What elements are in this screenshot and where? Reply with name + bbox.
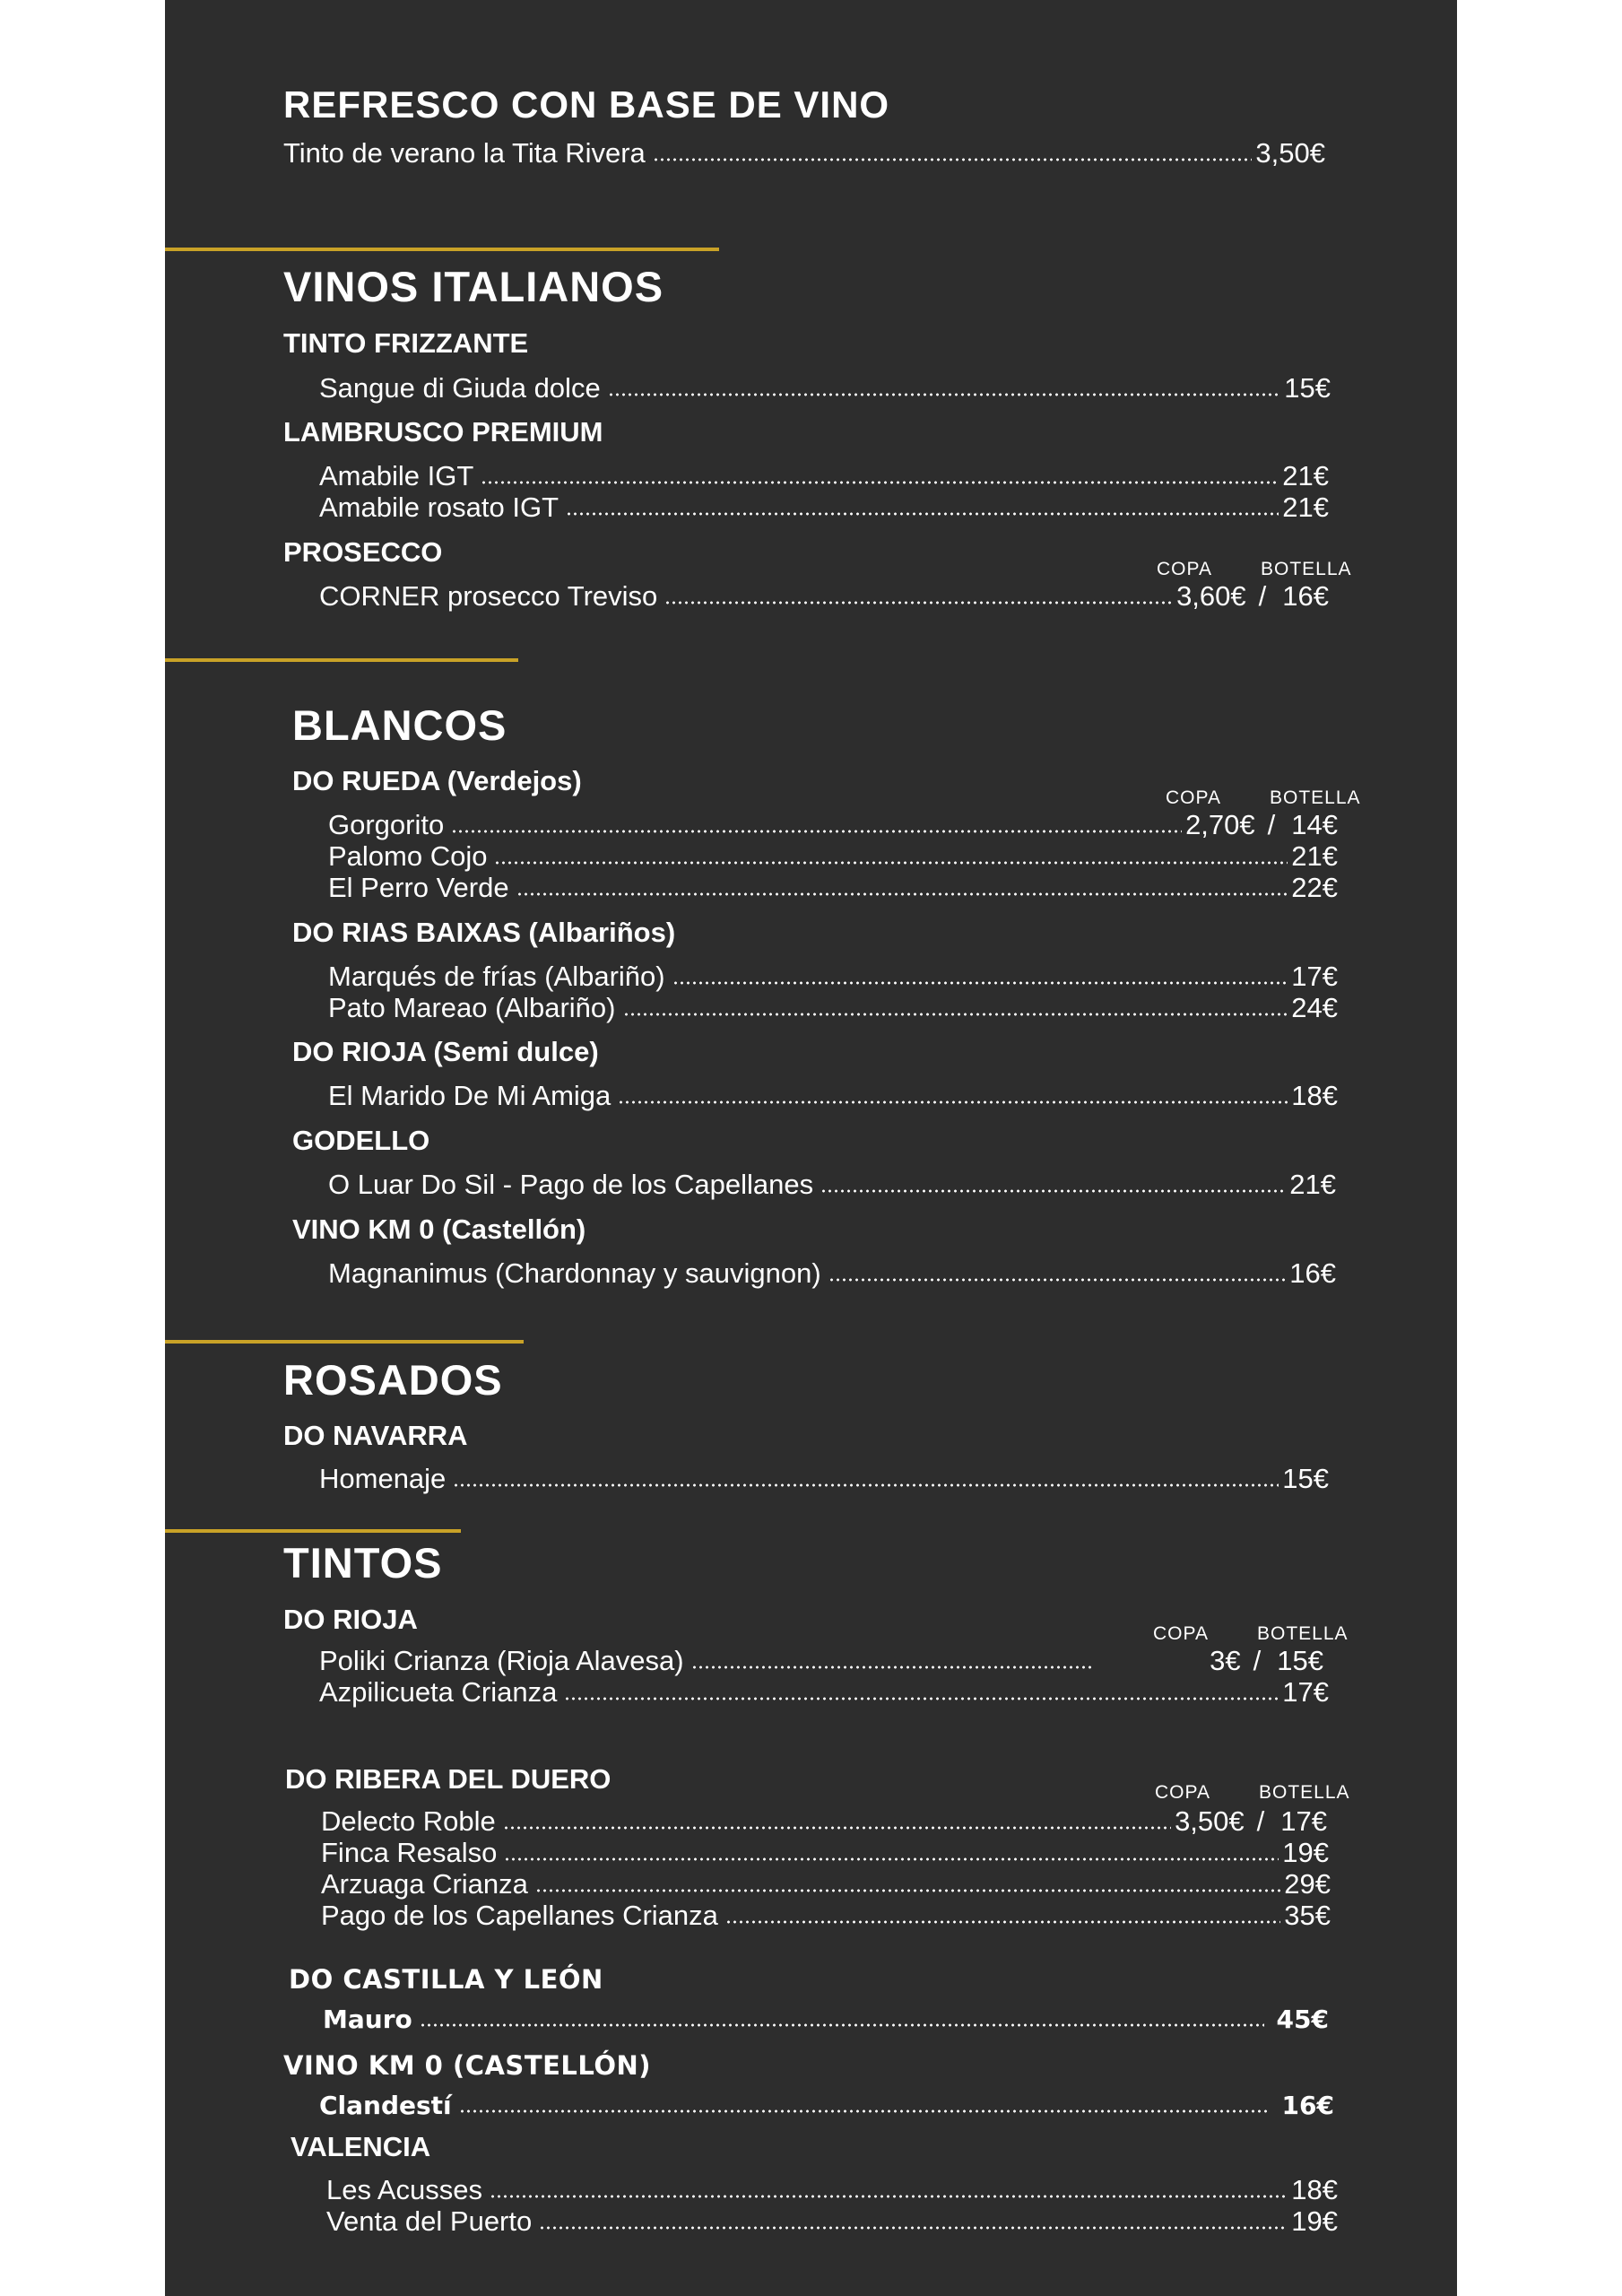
item-name: O Luar Do Sil - Pago de los Capellanes xyxy=(328,1169,814,1200)
group-title: DO NAVARRA xyxy=(283,1420,468,1451)
menu-item xyxy=(319,370,1331,402)
dot-leader xyxy=(566,512,1279,516)
menu-item xyxy=(326,2203,1338,2235)
dot-leader xyxy=(504,1857,1279,1861)
item-name: Palomo Cojo xyxy=(328,840,488,872)
section-title-tintos: TINTOS xyxy=(283,1539,443,1587)
menu-item xyxy=(321,1897,1331,1929)
botella-price: 15€ xyxy=(1277,1645,1323,1676)
group-title: DO RIOJA xyxy=(283,1604,418,1635)
dot-leader xyxy=(608,393,1281,396)
copa-price: 3,50€ xyxy=(1175,1805,1245,1837)
copa-price: 2,70€ xyxy=(1185,809,1255,840)
dot-leader xyxy=(503,1826,1171,1830)
item-price: 3,50€ xyxy=(1255,137,1325,169)
item-price: 21€ xyxy=(1289,1169,1336,1200)
item-price: 24€ xyxy=(1291,992,1338,1023)
dot-leader xyxy=(490,2195,1288,2198)
item-price: 15€ xyxy=(1284,372,1331,404)
menu-item xyxy=(319,489,1329,521)
menu-item xyxy=(319,457,1329,490)
dot-leader xyxy=(481,481,1279,484)
item-name: Magnanimus (Chardonnay y sauvignon) xyxy=(328,1257,821,1289)
item-name: Pato Mareao (Albariño) xyxy=(328,992,616,1023)
copa-price: 3,60€ xyxy=(1176,580,1246,612)
group-title: LAMBRUSCO PREMIUM xyxy=(283,416,603,448)
dot-leader xyxy=(664,601,1173,604)
menu-item xyxy=(323,2000,1329,2032)
group-title: DO RIAS BAIXAS (Albariños) xyxy=(292,917,676,948)
menu-item xyxy=(321,1866,1331,1898)
item-name: Delecto Roble xyxy=(321,1805,496,1837)
item-price: 45€ xyxy=(1276,2005,1329,2034)
item-name: Amabile IGT xyxy=(319,460,474,491)
copa-header: COPA xyxy=(1166,787,1221,808)
dot-leader xyxy=(453,1483,1279,1487)
price-separator: / xyxy=(1253,1645,1262,1676)
item-name: Gorgorito xyxy=(328,809,445,840)
item-name: Tinto de verano la Tita Rivera xyxy=(283,137,646,169)
dot-leader xyxy=(459,2109,1270,2113)
botella-price: 17€ xyxy=(1280,1805,1327,1837)
dot-leader xyxy=(451,830,1182,833)
dot-leader xyxy=(535,1889,1280,1892)
group-title: DO RUEDA (Verdejos) xyxy=(292,765,582,796)
botella-price: 16€ xyxy=(1282,580,1329,612)
copa-price: 3€ xyxy=(1210,1645,1241,1676)
section-title-refresco: REFRESCO CON BASE DE VINO xyxy=(283,83,890,126)
menu-item xyxy=(321,1803,1327,1835)
item-name: El Marido De Mi Amiga xyxy=(328,1080,612,1111)
section-divider xyxy=(165,248,719,251)
menu-item xyxy=(328,869,1338,901)
price-separator: / xyxy=(1256,1805,1265,1837)
item-price: 21€ xyxy=(1291,840,1338,872)
menu-item xyxy=(326,2171,1338,2204)
group-title: TINTO FRIZZANTE xyxy=(283,327,529,359)
group-title: DO RIBERA DEL DUERO xyxy=(285,1763,612,1795)
menu-item xyxy=(319,1674,1329,1706)
item-price: 16€ xyxy=(1289,1257,1336,1289)
dot-leader xyxy=(539,2226,1288,2230)
menu-item xyxy=(319,2086,1334,2118)
item-price: 18€ xyxy=(1291,1080,1338,1111)
dot-leader xyxy=(653,158,1253,161)
botella-header: BOTELLA xyxy=(1261,559,1352,579)
item-name: Clandestí xyxy=(319,2091,452,2120)
botella-header: BOTELLA xyxy=(1270,787,1361,808)
item-name: Sangue di Giuda dolce xyxy=(319,372,601,404)
menu-item xyxy=(319,1642,1323,1674)
dot-leader xyxy=(564,1697,1279,1700)
item-name: Azpilicueta Crianza xyxy=(319,1676,558,1708)
dot-leader xyxy=(623,1013,1288,1016)
item-name: Arzuaga Crianza xyxy=(321,1868,528,1900)
menu-item xyxy=(328,806,1338,839)
dot-leader xyxy=(820,1189,1286,1193)
dot-leader xyxy=(618,1100,1288,1104)
item-name: Amabile rosato IGT xyxy=(319,491,559,523)
section-divider xyxy=(165,1529,461,1533)
item-price: 17€ xyxy=(1282,1676,1329,1708)
botella-header: BOTELLA xyxy=(1259,1782,1350,1803)
dot-leader xyxy=(420,2023,1264,2027)
price-separator: / xyxy=(1258,580,1267,612)
botella-price: 14€ xyxy=(1291,809,1338,840)
dot-leader xyxy=(691,1665,1095,1669)
menu-item xyxy=(321,1834,1329,1866)
group-title: GODELLO xyxy=(292,1125,430,1156)
menu-item xyxy=(328,838,1338,870)
copa-header: COPA xyxy=(1155,1782,1210,1803)
menu-item xyxy=(328,958,1338,990)
item-price: 18€ xyxy=(1291,2174,1338,2205)
item-name: CORNER prosecco Treviso xyxy=(319,580,658,612)
menu-item xyxy=(328,1166,1336,1198)
menu-item xyxy=(319,578,1329,610)
item-price: 17€ xyxy=(1291,961,1338,992)
dot-leader xyxy=(672,981,1288,985)
item-name: El Perro Verde xyxy=(328,872,509,903)
section-divider xyxy=(165,658,518,662)
price-separator: / xyxy=(1267,809,1276,840)
botella-header: BOTELLA xyxy=(1257,1623,1349,1644)
item-name: Pago de los Capellanes Crianza xyxy=(321,1900,718,1931)
item-name: Venta del Puerto xyxy=(326,2205,533,2237)
menu-item xyxy=(328,989,1338,1022)
item-name: Poliki Crianza (Rioja Alavesa) xyxy=(319,1645,684,1676)
item-name: Finca Resalso xyxy=(321,1837,498,1868)
dot-leader xyxy=(828,1278,1287,1282)
menu-item xyxy=(328,1255,1336,1287)
item-name: Homenaje xyxy=(319,1463,447,1494)
item-price: 19€ xyxy=(1282,1837,1329,1868)
item-price: 21€ xyxy=(1282,491,1329,523)
group-title: DO RIOJA (Semi dulce) xyxy=(292,1036,599,1067)
item-price: 21€ xyxy=(1282,460,1329,491)
item-price: 35€ xyxy=(1284,1900,1331,1931)
item-name: Marqués de frías (Albariño) xyxy=(328,961,665,992)
section-title-italianos: VINOS ITALIANOS xyxy=(283,263,664,310)
dot-leader xyxy=(494,861,1288,865)
section-divider xyxy=(165,1340,524,1344)
section-title-blancos: BLANCOS xyxy=(292,701,507,749)
item-price: 29€ xyxy=(1284,1868,1331,1900)
copa-header: COPA xyxy=(1153,1623,1209,1644)
group-title: VALENCIA xyxy=(291,2131,431,2162)
dot-leader xyxy=(516,892,1288,896)
menu-item xyxy=(319,1460,1329,1492)
group-title: PROSECCO xyxy=(283,536,443,568)
group-title: DO CASTILLA Y LEÓN xyxy=(289,1964,603,1995)
menu-item xyxy=(283,135,1325,167)
item-name: Mauro xyxy=(323,2005,412,2034)
section-title-rosados: ROSADOS xyxy=(283,1356,503,1404)
item-price: 15€ xyxy=(1282,1463,1329,1494)
item-price: 16€ xyxy=(1281,2091,1334,2120)
item-name: Les Acusses xyxy=(326,2174,483,2205)
group-title: VINO KM 0 (CASTELLÓN) xyxy=(283,2050,652,2081)
item-price: 22€ xyxy=(1291,872,1338,903)
dot-leader xyxy=(725,1920,1280,1924)
menu-item xyxy=(328,1077,1338,1109)
group-title: VINO KM 0 (Castellón) xyxy=(292,1213,586,1245)
copa-header: COPA xyxy=(1157,559,1212,579)
item-price: 19€ xyxy=(1291,2205,1338,2237)
